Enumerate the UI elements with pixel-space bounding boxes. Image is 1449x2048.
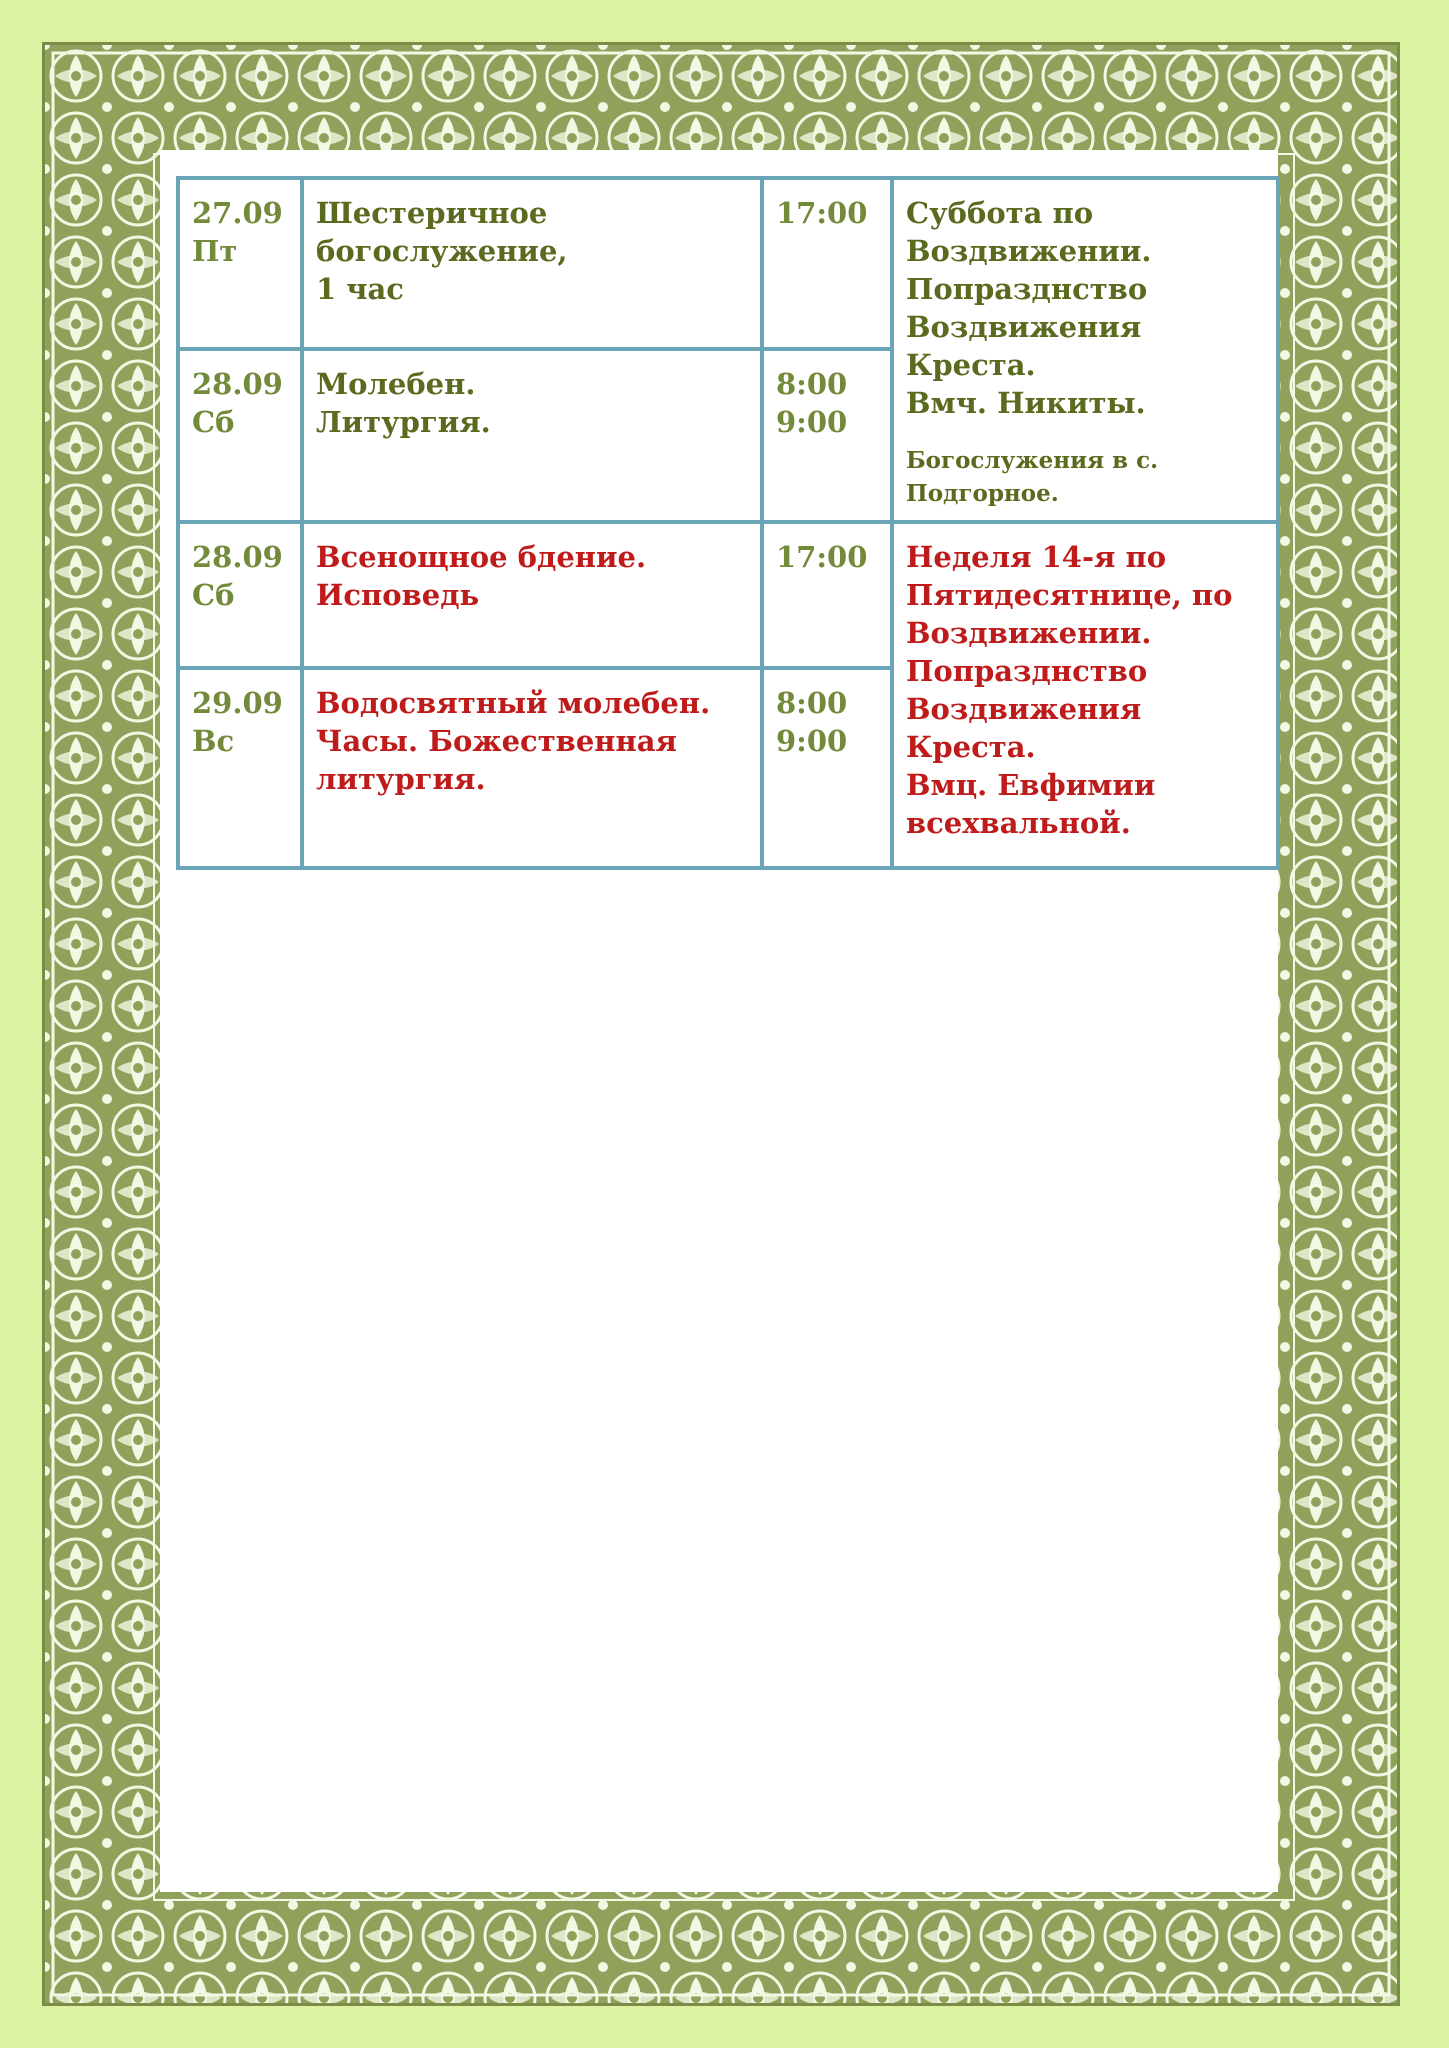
service-line: литургия. (316, 762, 486, 796)
feast-line: Попразднство (906, 272, 1148, 306)
table-row (178, 522, 1278, 668)
service-cell (302, 522, 762, 668)
feast-line: Пятидесятнице, по (906, 578, 1233, 612)
service-schedule-table (176, 176, 1280, 870)
content-area (160, 150, 1278, 1892)
date: 28.09 (192, 540, 283, 574)
feast-line: всехвальной. (906, 806, 1131, 840)
time: 17:00 (776, 196, 868, 230)
service-line: 1 час (316, 272, 404, 306)
feast-cell (892, 178, 1278, 522)
date-cell (178, 178, 302, 349)
service-line: Часы. Божественная (316, 724, 677, 758)
table-row (178, 178, 1278, 349)
feast-line: Суббота по (906, 196, 1094, 230)
service-line: Исповедь (316, 578, 480, 612)
date: 29.09 (192, 686, 283, 720)
time: 9:00 (776, 404, 848, 439)
date-cell (178, 522, 302, 668)
note-line: Подгорное. (906, 480, 1059, 507)
date: 27.09 (192, 196, 283, 230)
service-line: Литургия. (316, 404, 491, 439)
time-cell (762, 522, 892, 668)
service-cell (302, 668, 762, 868)
service-line: Шестеричное богослужение, (316, 196, 568, 268)
date-cell (178, 668, 302, 868)
feast-line: Вмц. Евфимии (906, 768, 1156, 802)
feast-cell (892, 522, 1278, 868)
feast-line: Воздвижении. (906, 616, 1152, 650)
time-cell (762, 178, 892, 349)
weekday: Пт (192, 234, 238, 268)
weekday: Сб (192, 578, 235, 612)
note-line: Богослужения в с. (906, 447, 1159, 474)
feast-line: Вмч. Никиты. (906, 386, 1146, 420)
time-cell (762, 349, 892, 522)
service-cell (302, 349, 762, 522)
time: 8:00 (776, 366, 848, 401)
location-note (906, 444, 1264, 510)
service-line: Молебен. (316, 366, 476, 401)
time-cell (762, 668, 892, 868)
feast-line: Воздвижения Креста. (906, 310, 1142, 382)
feast-line: Воздвижения Креста. (906, 692, 1142, 764)
time: 17:00 (776, 540, 868, 574)
time: 9:00 (776, 724, 848, 758)
weekday: Сб (192, 404, 235, 439)
service-cell (302, 178, 762, 349)
time: 8:00 (776, 686, 848, 720)
feast-line: Воздвижении. (906, 234, 1152, 268)
date-cell (178, 349, 302, 522)
date: 28.09 (192, 366, 283, 401)
feast-line: Неделя 14-я по (906, 540, 1167, 574)
feast-line: Попразднство (906, 654, 1148, 688)
service-line: Водосвятный молебен. (316, 686, 711, 720)
weekday: Вс (192, 724, 235, 758)
service-line: Всенощное бдение. (316, 540, 647, 574)
